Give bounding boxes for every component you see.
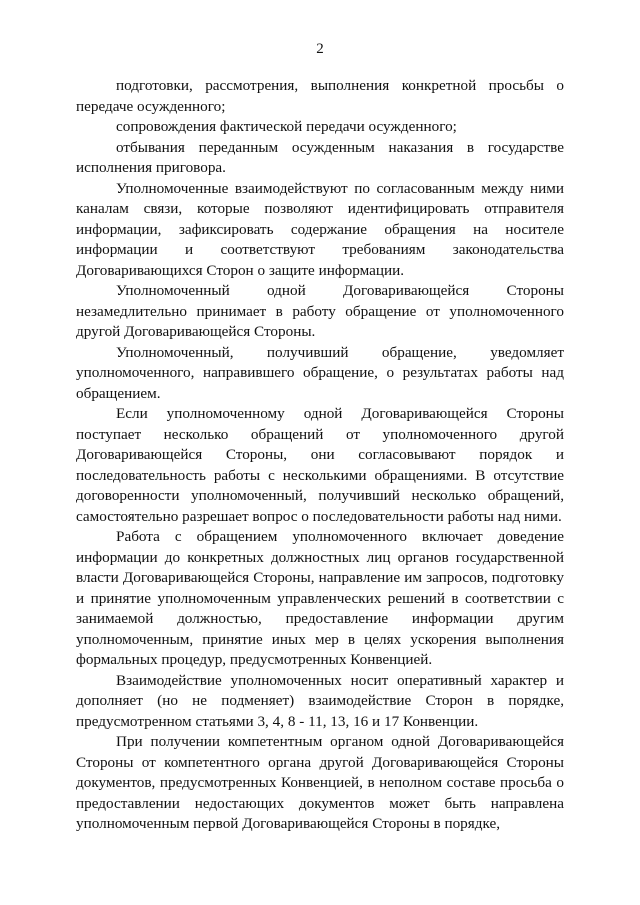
paragraph: При получении компетентным органом одной Договаривающейся Стороны от компетентного органа другой Договаривающейся Стороны документов, предусмотренных Конвенцией, в неполном составе просьба о предоставлении недостающих документов может быть направлена уполномоченным первой Договаривающейся Стороны в порядке, <box>76 733 564 832</box>
paragraph: Уполномоченный, получивший обращение, уведомляет уполномоченного, направившего обращение, о результатах работы над обращением. <box>76 343 564 402</box>
paragraph: Уполномоченный одной Договаривающейся Стороны незамедлительно принимает в работу обращение от уполномоченного другой Договаривающейся Стороны. <box>76 282 564 340</box>
paragraph: Работа с обращением уполномоченного включает доведение информации до конкретных должностных лиц органов государственной власти Договаривающейся Стороны, направление им запросов, подготовку и принятие уполномоченным управленческих решений в соответствии с занимаемой должностью, предоставление информации другим уполномоченным, принятие иных мер в целях ускорения выполнения формальных процедур, предусмотренных Конвенцией. <box>76 528 564 668</box>
document-body <box>76 76 564 835</box>
paragraph: сопровождения фактической передачи осужденного; <box>116 118 457 135</box>
page-number: 2 <box>316 41 324 57</box>
paragraph: Если уполномоченному одной Договаривающейся Стороны поступает несколько обращений от уполномоченного другой Договаривающейся Стороны, они согласовывают порядок и последовательность работы с несколькими обращениями. В отсутствие договоренности уполномоченный, получивший несколько обращений, самостоятельно разрешает вопрос о последовательности работы над ними. <box>76 405 564 525</box>
paragraph: Уполномоченные взаимодействуют по согласованным между ними каналам связи, которые позволяют идентифицировать отправителя информации, зафиксировать содержание обращения на носителе информации и соответствуют требованиям законодательства Договаривающихся Сторон о защите информации. <box>76 179 564 279</box>
paragraph: Взаимодействие уполномоченных носит оперативный характер и дополняет (но не подменяет) взаимодействие Сторон в порядке, предусмотренном статьями 3, 4, 8 - 11, 13, 16 и 17 Конвенции. <box>76 671 564 730</box>
paragraph: отбывания переданным осужденным наказания в государстве исполнения приговора. <box>76 138 564 176</box>
paragraph: подготовки, рассмотрения, выполнения конкретной просьбы о передаче осужденного; <box>76 77 564 115</box>
